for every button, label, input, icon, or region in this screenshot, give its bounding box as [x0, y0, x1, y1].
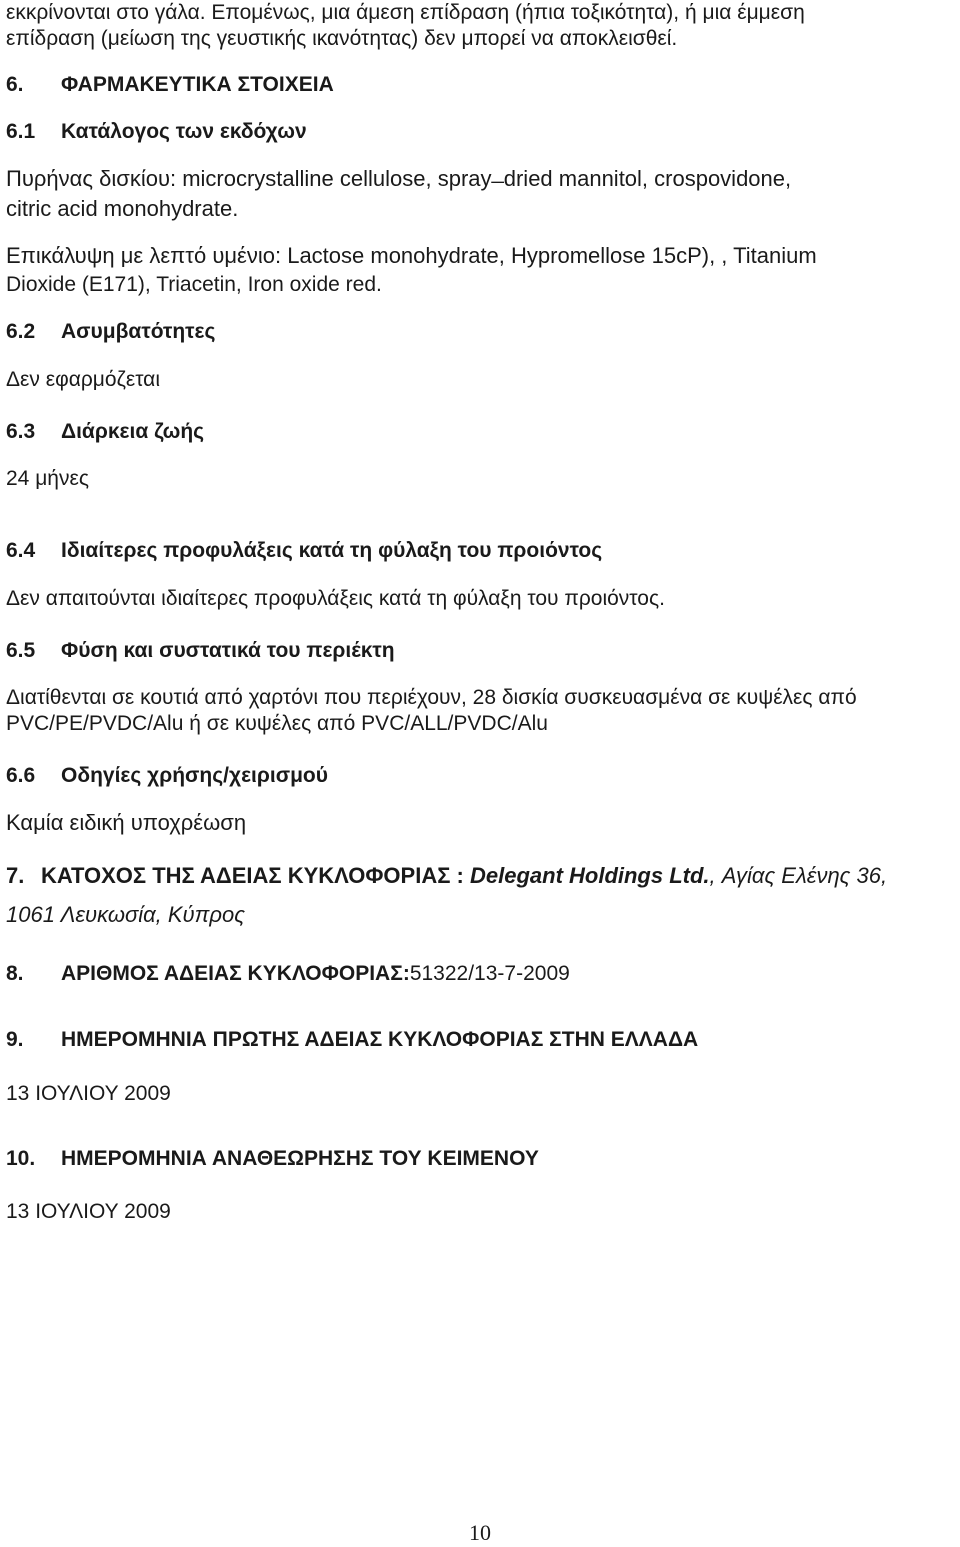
section-7-heading — [6, 865, 887, 887]
section-number: 8. — [6, 962, 24, 985]
section-title: ΚΑΤΟΧΟΣ ΤΗΣ ΑΔΕΙΑΣ ΚΥΚΛΟΦΟΡΙΑΣ : — [41, 863, 464, 888]
section-title: Φύση και συστατικά του περιέκτη — [61, 639, 395, 662]
holder-address-line-2: 1061 Λευκωσία, Κύπρος — [6, 902, 245, 927]
authorisation-number: 51322/13-7-2009 — [409, 962, 570, 985]
page-number: 10 — [469, 1520, 491, 1545]
section-6-heading — [6, 74, 334, 95]
section-number: 6.5 — [6, 639, 36, 662]
container-line-2: PVC/PE/PVDC/Alu ή σε κυψέλες από PVC/ALL/PVDC/Alu — [6, 712, 548, 735]
section-title: Οδηγίες χρήσης/χειρισμού — [61, 764, 328, 787]
section-number: 6.2 — [6, 320, 36, 343]
excipients-core-line-1: Πυρήνας δισκίου: microcrystalline cellulose, spray ̶ dried mannitol, crospovidone, — [6, 166, 792, 191]
section-title: ΑΡΙΘΜΟΣ ΑΔΕΙΑΣ ΚΥΚΛΟΦΟΡΙΑΣ: — [61, 962, 410, 985]
intro-line-1: εκκρίνονται στο γάλα. Επομένως, μια άμεση επίδραση (ήπια τοξικότητα), ή μια έμμεση — [6, 1, 805, 24]
section-title: Ασυμβατότητες — [61, 320, 216, 343]
section-title: ΗΜΕΡΟΜΗΝΙΑ ΑΝΑΘΕΩΡΗΣΗΣ ΤΟΥ ΚΕΙΜΕΝΟΥ — [61, 1147, 539, 1170]
section-number: 6.3 — [6, 420, 36, 443]
section-title: ΦΑΡΜΑΚΕΥΤΙΚΑ ΣΤΟΙΧΕΙΑ — [61, 73, 334, 96]
section-6-2-heading — [6, 321, 215, 342]
section-number: 10. — [6, 1147, 36, 1170]
incompatibilities-text: Δεν εφαρμόζεται — [6, 368, 160, 391]
holder-address-line-1: , Αγίας Ελένης 36, — [709, 863, 888, 888]
section-number: 6.4 — [6, 539, 36, 562]
handling-instructions-text: Καμία ειδική υποχρέωση — [6, 810, 247, 835]
section-10-heading — [6, 1148, 539, 1169]
excipients-coating-line-1: Επικάλυψη με λεπτό υμένιο: Lactose monohydrate, Hypromellose 15cP), , Titanium — [6, 243, 817, 268]
shelf-life-text: 24 μήνες — [6, 467, 89, 490]
section-number: 9. — [6, 1028, 24, 1051]
section-number: 6.6 — [6, 764, 36, 787]
section-8-heading — [6, 963, 570, 984]
storage-precautions-text: Δεν απαιτούνται ιδιαίτερες προφυλάξεις κατά τη φύλαξη του προιόντος. — [6, 587, 665, 610]
section-title: Κατάλογος των εκδόχων — [61, 120, 307, 143]
section-title: Διάρκεια ζωής — [61, 420, 205, 443]
revision-date: 13 ΙΟΥΛΙΟΥ 2009 — [6, 1200, 171, 1223]
excipients-coating-line-2: Dioxide (E171), Triacetin, Iron oxide red. — [6, 273, 382, 296]
section-6-6-heading — [6, 765, 328, 786]
first-authorisation-date: 13 ΙΟΥΛΙΟΥ 2009 — [6, 1082, 171, 1105]
section-number: 7. — [6, 863, 25, 888]
section-title: Ιδιαίτερες προφυλάξεις κατά τη φύλαξη του προιόντος — [61, 539, 603, 562]
section-number: 6. — [6, 73, 24, 96]
container-line-1: Διατίθενται σε κουτιά από χαρτόνι που περιέχουν, 28 δισκία συσκευασμένα σε κυψέλες από — [6, 686, 857, 709]
excipients-core-line-2: citric acid monohydrate. — [6, 196, 239, 221]
intro-line-2: επίδραση (μείωση της γευστικής ικανότητας) δεν μπορεί να αποκλεισθεί. — [6, 27, 678, 50]
section-6-4-heading — [6, 540, 602, 561]
section-6-3-heading — [6, 421, 204, 442]
section-6-5-heading — [6, 640, 395, 661]
section-6-1-heading — [6, 121, 307, 142]
marketing-authorisation-holder: Delegant Holdings Ltd. — [469, 863, 710, 888]
section-9-heading — [6, 1029, 698, 1050]
section-number: 6.1 — [6, 120, 36, 143]
section-title: ΗΜΕΡΟΜΗΝΙΑ ΠΡΩΤΗΣ ΑΔΕΙΑΣ ΚΥΚΛΟΦΟΡΙΑΣ ΣΤΗΝ ΕΛΛΑΔΑ — [61, 1028, 699, 1051]
